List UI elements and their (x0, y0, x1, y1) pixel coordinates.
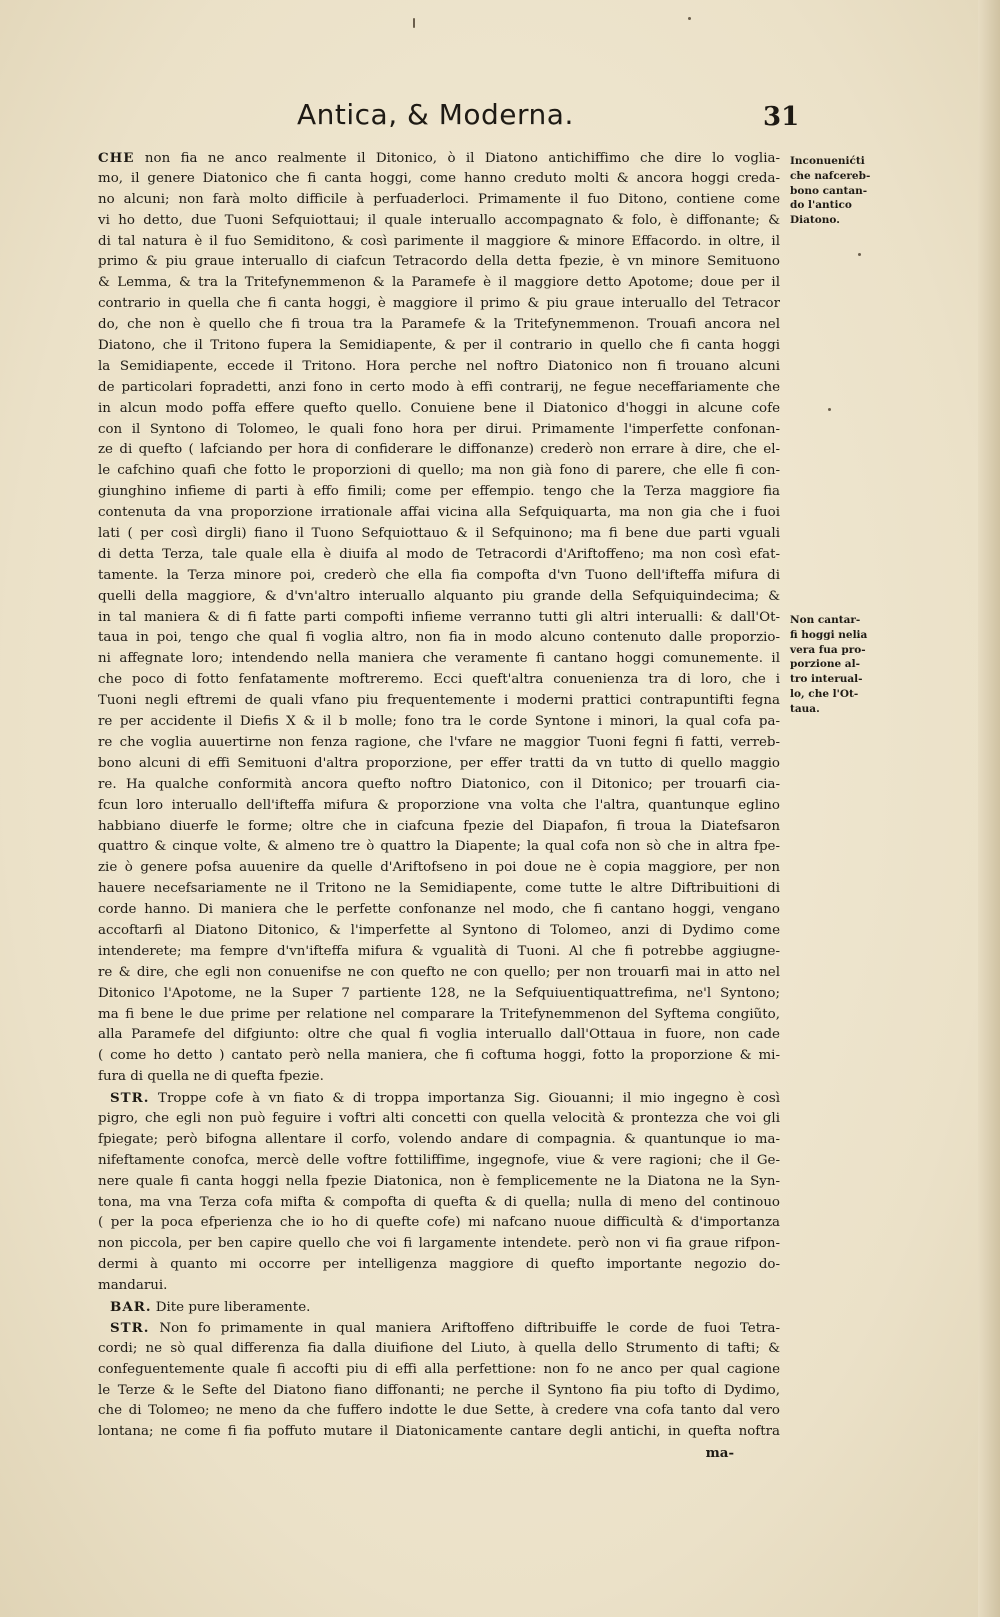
margin-note-line: vera fua pro- (790, 643, 866, 656)
catchword: ma- (705, 1445, 734, 1462)
speaker-label: STR. (110, 1090, 150, 1107)
text-line: fpiegate; però bifogna allentare il corfo, volendo andare di compagnia. & quantunque io ma- (98, 1131, 780, 1147)
text-line: mandarui. (98, 1278, 168, 1294)
text-line: di detta Terza, tale quale ella è diuifa al modo de Tetracordi d'Ariftoffeno; ma non così efat- (98, 546, 780, 562)
text-line: Ditonico l'Apotome, ne la Super 7 partiente 128, ne la Sefquiuentiquattrefima, ne'l Syntono; (98, 985, 780, 1001)
text-line: Diatono, che il Tritono fupera la Semidiapente, & per il contrario in quello che fi canta hoggi (98, 338, 780, 354)
margin-note-inconvenienti (790, 154, 890, 228)
text-line: accoftarfi al Diatono Ditonico, & l'imperfette al Syntono di Tolomeo, anzi di Dydimo come (98, 922, 780, 938)
main-text-column (98, 148, 780, 1464)
text-line: & Lemma, & tra la Tritefynemmenon & la Paramefe è il maggiore detto Apotome; doue per il (98, 275, 780, 291)
text-line: contrario in quella che fi canta hoggi, è maggiore il primo & piu graue interuallo del Tetracor (98, 296, 780, 312)
text-line: CHE non fia ne anco realmente il Ditonico, ò il Diatono antichiffimo che dire lo voglia- (98, 150, 780, 166)
text-line: le Terze & le Sefte del Diatono fiano diffonanti; ne perche il Syntono fia piu tofto di Dydimo, (98, 1382, 780, 1398)
margin-note-line: tro interual- (790, 673, 863, 686)
text-line: giunghino infieme di parti à effo fimili; come per effempio. tengo che la Terza maggiore fia (98, 484, 780, 500)
margin-note-line: Diatono. (790, 214, 840, 227)
text-line: in tal maniera & di fi fatte parti compofti infieme verranno tutti gli altri interualli: & dall'Ot- (98, 609, 780, 625)
text-line: taua in poi, tengo che qual fi voglia altro, non fia in modo alcuno contenuto dalle proporzio- (98, 630, 780, 646)
text-line: nere quale fi canta hoggi nella fpezie Diatonica, non è femplicemente ne la Diatona ne la Syn- (98, 1173, 780, 1189)
margin-note-non-cantarsi (790, 613, 890, 717)
text-line: re per accidente il Diefis X & il b molle; fono tra le corde Syntone i minori, la qual cofa pa- (98, 714, 780, 730)
text-line: ni affegnate loro; intendendo nella maniera che veramente fi cantano hoggi comunemente. il (98, 651, 780, 667)
ink-speck (688, 17, 691, 20)
margin-note-line: lo, che l'Ot- (790, 687, 859, 700)
text-line: nifeftamente conofca, mercè delle voftre fottiliffime, ingegnofe, viue & vere ragioni; che il Ge- (98, 1152, 780, 1168)
text-line: pigro, che egli non può feguire i voftri alti concetti con quella velocità & prontezza che voi gli (98, 1110, 780, 1126)
margin-note-line: do l'antico (790, 199, 852, 212)
text-line: ( per la poca efperienza che io ho di quefte cofe) mi nafcano nuoue difficultà & d'importanza (98, 1215, 780, 1231)
opening-word: CHE (98, 150, 135, 166)
text-line: Tuoni negli eftremi de quali vfano piu frequentemente i moderni prattici contrapuntifti fegna (98, 693, 780, 709)
text-line: vi ho detto, due Tuoni Sefquiottaui; il quale interuallo accompagnato & folo, è diffonante; & (98, 212, 780, 228)
text-line: no alcuni; non farà molto difficile à perfuaderloci. Primamente il fuo Ditono, contiene come (98, 191, 780, 207)
text-line: le cafchino quafi che fotto le proporzioni di quello; ma non già fono di parere, che elle fi con- (98, 463, 780, 479)
margin-note-line: taua. (790, 702, 820, 715)
text-line: quattro & cinque volte, & almeno tre ò quattro la Diapente; la qual cofa non sò che in altra fpe- (98, 839, 780, 855)
text-line: tona, ma vna Terza cofa mifta & compofta di quefta & di quella; nulla di meno del continouo (98, 1194, 780, 1210)
text-line: STR. Non fo primamente in qual maniera Ariftoffeno diftribuiffe le corde de fuoi Tetra- (110, 1319, 780, 1336)
text-line: lati ( per così dirgli) fiano il Tuono Sefquiottauo & il Sefquinono; ma fi bene due parti vguali (98, 526, 780, 542)
margin-note-line: bono cantan- (790, 184, 868, 197)
text-line: ma fi bene le due prime per relatione nel comparare la Tritefynemmenon del Syftema congiũto, (98, 1006, 780, 1022)
text-line: in alcun modo poffa effere quefto quello. Conuiene bene il Diatonico d'hoggi in alcune cofe (98, 400, 780, 416)
text-line: corde hanno. Di maniera che le perfette confonanze nel modo, che fi cantano hoggi, vengano (98, 902, 780, 918)
margin-note-line: Inconuenićti (790, 155, 865, 167)
text-line: re che voglia auuertirne non fenza ragione, che l'vfare ne maggior Tuoni fegni fi fatti, verreb- (98, 734, 780, 750)
text-line: contenuta da vna proporzione irrationale affai vicina alla Sefquiquarta, ma non gia che i fuoi (98, 505, 780, 521)
text-line: di tal natura è il fuo Semiditono, & così parimente il maggiore & minore Effacordo. in oltre, il (98, 233, 780, 249)
page-header (0, 98, 1000, 138)
running-title: Antica, & Moderna. (297, 98, 574, 131)
text-line: confeguentemente quale fi accofti piu di effi alla perfettione: non fo ne anco per qual cagione (98, 1361, 780, 1377)
text-line: non piccola, per ben capire quello che voi fi largamente intendete. però non vi fia graue rifpon- (98, 1236, 780, 1252)
text-line: hauere necefsariamente ne il Tritono ne la Semidiapente, come tutte le altre Diftribuitioni di (98, 881, 780, 897)
text-line: de particolari fopradetti, anzi fono in certo modo à effi contrarij, ne fegue neceffariamente che (98, 379, 780, 395)
ink-speck (413, 18, 415, 28)
text-line: do, che non è quello che fi troua tra la Paramefe & la Tritefynemmenon. Trouafi ancora nel (98, 317, 780, 333)
text-line: alla Paramefe del difgiunto: oltre che qual fi voglia interuallo dall'Ottaua in fuore, non cade (98, 1027, 780, 1043)
text-line: lontana; ne come fi fia poffuto mutare il Diatonicamente cantare degli antichi, in quefta noftra (98, 1424, 780, 1440)
page-gutter-shadow (978, 0, 1000, 1617)
text-line: re. Ha qualche conformità ancora quefto noftro Diatonico, con il Ditonico; per trouarfi cia- (98, 776, 780, 792)
text-line: intenderete; ma fempre d'vn'ifteffa mifura & vgualità di Tuoni. Al che fi potrebbe aggiugne- (98, 943, 780, 959)
text-line: STR. Troppe cofe à vn fiato & di troppa importanza Sig. Giouanni; il mio ingegno è così (110, 1090, 780, 1107)
text-line: mo, il genere Diatonico che fi canta hoggi, come hanno creduto molti & ancora hoggi creda- (98, 170, 780, 186)
text-line: ze di quefto ( lafciando per hora di confiderare le diffonanze) crederò non errare à dire, che el- (98, 442, 780, 458)
text-line: quelli della maggiore, & d'vn'altro interuallo alquanto piu grande della Sefquiquindecima; & (98, 588, 780, 604)
text-line: che di Tolomeo; ne meno da che fuffero indotte le due Sette, à credere vna cofa tanto dal vero (98, 1403, 780, 1419)
text-line: fcun loro interuallo dell'ifteffa mifura & proporzione vna volta che l'altra, quantunque eglino (98, 797, 780, 813)
speaker-label: STR. (110, 1319, 150, 1336)
margin-note-line: Non cantar- (790, 614, 861, 626)
text-line: che poco di fotto fenfatamente moftreremo. Ecci queft'altra conuenienza tra di loro, che i (98, 672, 780, 688)
text-line: dermi à quanto mi occorre per intelligenza maggiore di quefto importante negozio do- (98, 1257, 780, 1273)
text-line: habbiano diuerfe le forme; oltre che in ciafcuna fpezie del Diapafon, fi troua la Diatefsaron (98, 818, 780, 834)
text-line: fura di quella ne di quefta fpezie. (98, 1069, 324, 1085)
margin-note-line: che nafcereb- (790, 169, 871, 182)
text-line: la Semidiapente, eccede il Tritono. Hora perche nel noftro Diatonico non fi trouano alcuni (98, 358, 780, 374)
text-line: primo & piu graue interuallo di ciafcun Tetracordo della detta fpezie, è vn minore Semituono (98, 254, 780, 270)
ink-speck (828, 408, 831, 411)
page-number: 31 (763, 102, 800, 132)
text-line: re & dire, che egli non conuenifse ne con quefto ne con quello; per non trouarfi mai in atto nel (98, 964, 780, 980)
margin-note-line: fi hoggi nelia (790, 628, 868, 641)
speaker-label: BAR. (110, 1298, 152, 1315)
text-line: BAR. Dite pure liberamente. (110, 1298, 311, 1315)
text-line: zie ò genere pofsa auuenire da quelle d'Ariftofseno in poi doue ne è copia maggiore, per non (98, 860, 780, 876)
text-line: cordi; ne sò qual differenza fia dalla diuifione del Liuto, à quella dello Strumento di tafti; & (98, 1340, 780, 1356)
text-line: con il Syntono di Tolomeo, le quali fono hora per dirui. Primamente l'imperfette confonan- (98, 421, 780, 437)
text-line: ( come ho detto ) cantato però nella maniera, che fi coftuma hoggi, fotto la proporzione & mi- (98, 1048, 780, 1064)
text-line: tamente. la Terza minore poi, crederò che ella fia compofta d'vn Tuono dell'ifteffa mifura di (98, 567, 780, 583)
ink-speck (858, 253, 861, 256)
margin-note-line: porzione al- (790, 658, 860, 671)
text-line: bono alcuni di effi Semituoni d'altra proporzione, per effer tratti da vn tutto di quello maggio (98, 755, 780, 771)
